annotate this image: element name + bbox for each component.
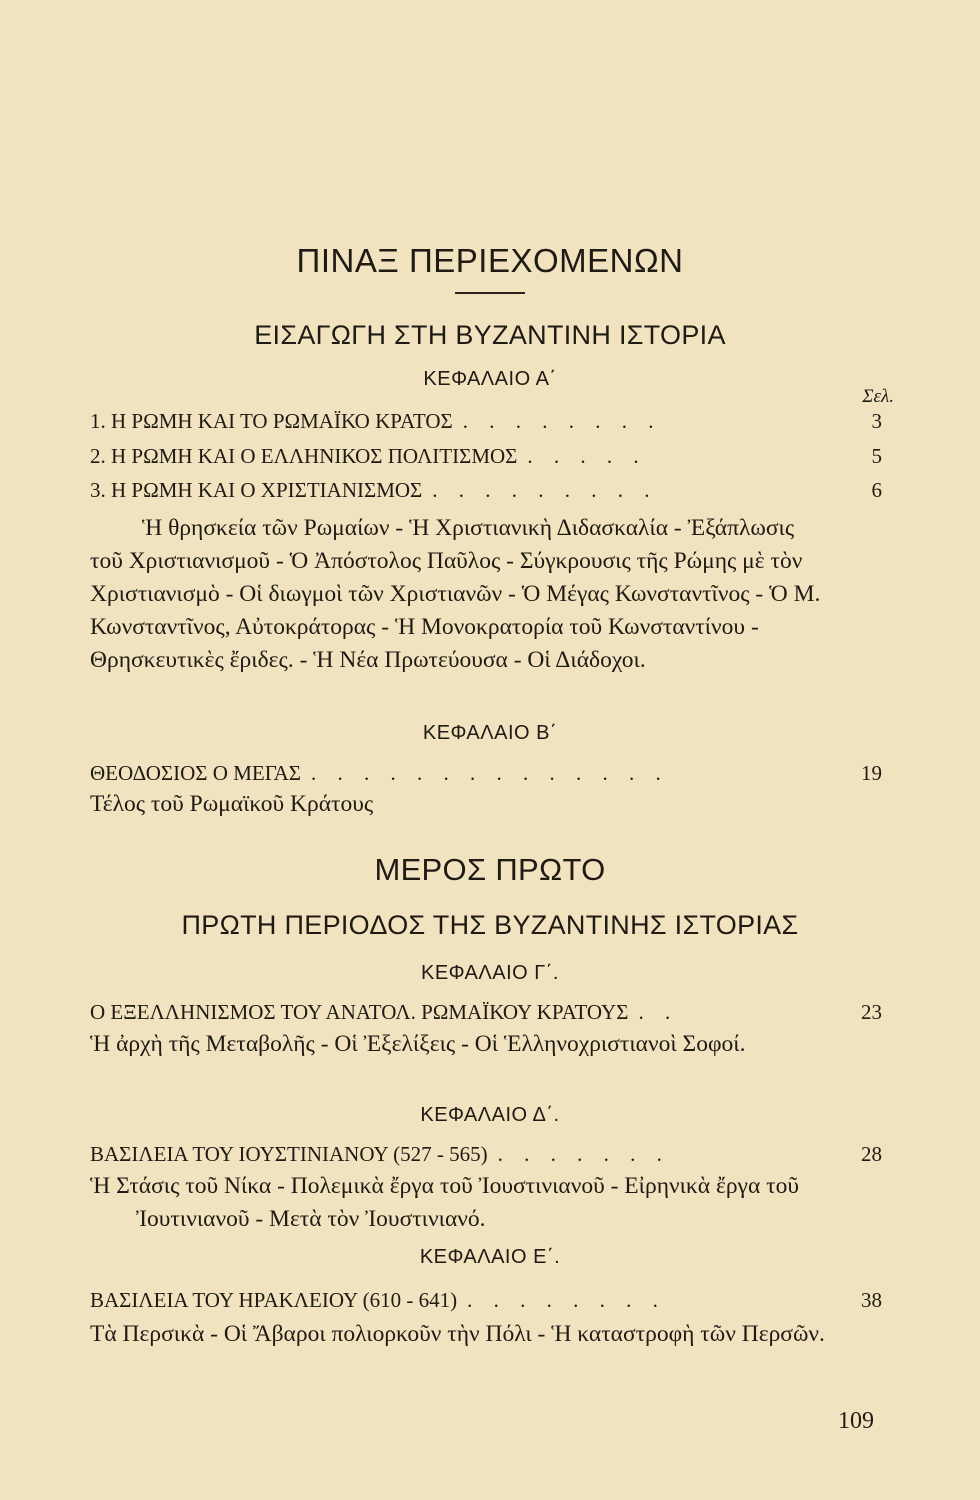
toc-entry [90,996,882,1028]
page-title: ΠΙΝΑΞ ΠΕΡΙΕΧΟΜΕΝΩΝ [296,242,684,279]
entry-title: 3. Η ΡΩΜΗ ΚΑΙ Ο ΧΡΙΣΤΙΑΝΙΣΜΟΣ [90,478,423,502]
entry-description: Ἡ θρησκεία τῶν Ρωμαίων - Ἡ Χριστιανικὴ Διδασκαλία - Ἐξάπλωσις τοῦ Χριστιανισμοῦ - Ὁ Ἀπόστολος Παῦλος - Σύγκρουσις τῆς Ρώμης μὲ τὸν Χριστιανισμὸ - Οἱ διωγμοὶ τῶν Χριστιανῶν - Ὁ Μέγας Κωνσταντῖνος - Ὁ Μ. Κωνσταντῖνος, Αὐτοκράτορας - Ἡ Μονοκρατορία τοῦ Κωνσταντίνου - Θρησκευτικὲς ἔριδες. - Ἡ Νέα Πρωτεύουσα - Οἱ Διάδοχοι. [90,515,821,673]
entry-description: Ἡ ἀρχὴ τῆς Μεταβολῆς - Οἱ Ἐξελίξεις - Οἱ Ἑλληνοχριστιανοὶ Σοφοί. [90,1031,746,1057]
chapter-b-heading: ΚΕΦΑΛΑΙΟ Β΄ [422,722,558,744]
entry-title: ΘΕΟΔΟΣΙΟΣ Ο ΜΕΓΑΣ [90,761,301,785]
pages-column-label: Σελ. [862,386,894,407]
entry-page: 19 [861,761,882,785]
entry-leader-dots: . . . . . . . . [462,409,662,433]
entry-description: Ἡ Στάσις τοῦ Νίκα - Πολεμικὰ ἔργα τοῦ Ἰουστινιανοῦ - Εἰρηνικὰ ἔργα τοῦ Ἰουτινιανοῦ - Μετὰ τὸν Ἰουστινιανό. [90,1173,799,1232]
toc-entry [90,757,882,789]
entry-description: Τὰ Περσικὰ - Οἱ Ἄβαροι πολιορκοῦν τὴν Πόλι - Ἡ καταστροφὴ τῶν Περσῶν. [90,1321,825,1347]
entry-title: Ο ΕΞΕΛΛΗΝΙΣΜΟΣ ΤΟΥ ΑΝΑΤΟΛ. ΡΩΜΑΪΚΟΥ ΚΡΑΤΟΥΣ [90,1000,629,1024]
entry-leader-dots: . . . . . . . . [467,1288,666,1312]
entry-leader-dots: . . . . . [527,444,647,468]
entry-page: 3 [871,409,882,433]
entry-title: ΒΑΣΙΛΕΙΑ ΤΟΥ ΗΡΑΚΛΕΙΟΥ (610 - 641) [90,1288,458,1312]
entry-title: ΒΑΣΙΛΕΙΑ ΤΟΥ ΙΟΥΣΤΙΝΙΑΝΟΥ (527 - 565) [90,1142,488,1166]
part-one-heading: ΜΕΡΟΣ ΠΡΩΤΟ [374,852,606,887]
toc-entry [90,1138,882,1170]
entry-page: 23 [861,1000,882,1024]
part-one-subheading: ΠΡΩΤΗ ΠΕΡΙΟΔΟΣ ΤΗΣ ΒΥΖΑΝΤΙΝΗΣ ΙΣΤΟΡΙΑΣ [181,910,799,940]
toc-entry [90,405,882,437]
entry-leader-dots: . . [638,1000,679,1024]
entry-page: 28 [861,1142,882,1166]
chapter-e-heading: ΚΕΦΑΛΑΙΟ Ε΄. [419,1246,561,1268]
chapter-d-heading: ΚΕΦΑΛΑΙΟ Δ΄. [420,1104,560,1126]
entry-leader-dots: . . . . . . . . . . . . . . [310,761,669,785]
toc-entry [90,474,882,506]
entry-page: 6 [871,478,882,502]
intro-heading: ΕΙΣΑΓΩΓΗ ΣΤΗ ΒΥΖΑΝΤΙΝΗ ΙΣΤΟΡΙΑ [254,320,726,350]
entry-description: Τέλος τοῦ Ρωμαϊκοῦ Κράτους [90,791,374,817]
entry-title: 2. Η ΡΩΜΗ ΚΑΙ Ο ΕΛΛΗΝΙΚΟΣ ΠΟΛΙΤΙΣΜΟΣ [90,444,518,468]
entry-leader-dots: . . . . . . . [497,1142,670,1166]
page-number: 109 [838,1408,874,1434]
title-divider [455,292,525,294]
toc-entry [90,440,882,472]
toc-entry [90,1284,882,1316]
entry-title: 1. Η ΡΩΜΗ ΚΑΙ ΤΟ ΡΩΜΑΪΚΟ ΚΡΑΤΟΣ [90,409,453,433]
chapter-c-heading: ΚΕΦΑΛΑΙΟ Γ΄. [420,962,559,984]
entry-leader-dots: . . . . . . . . . [432,478,658,502]
chapter-a-heading: ΚΕΦΑΛΑΙΟ Α΄ [423,368,557,390]
entry-page: 38 [861,1288,882,1312]
entry-page: 5 [871,444,882,468]
